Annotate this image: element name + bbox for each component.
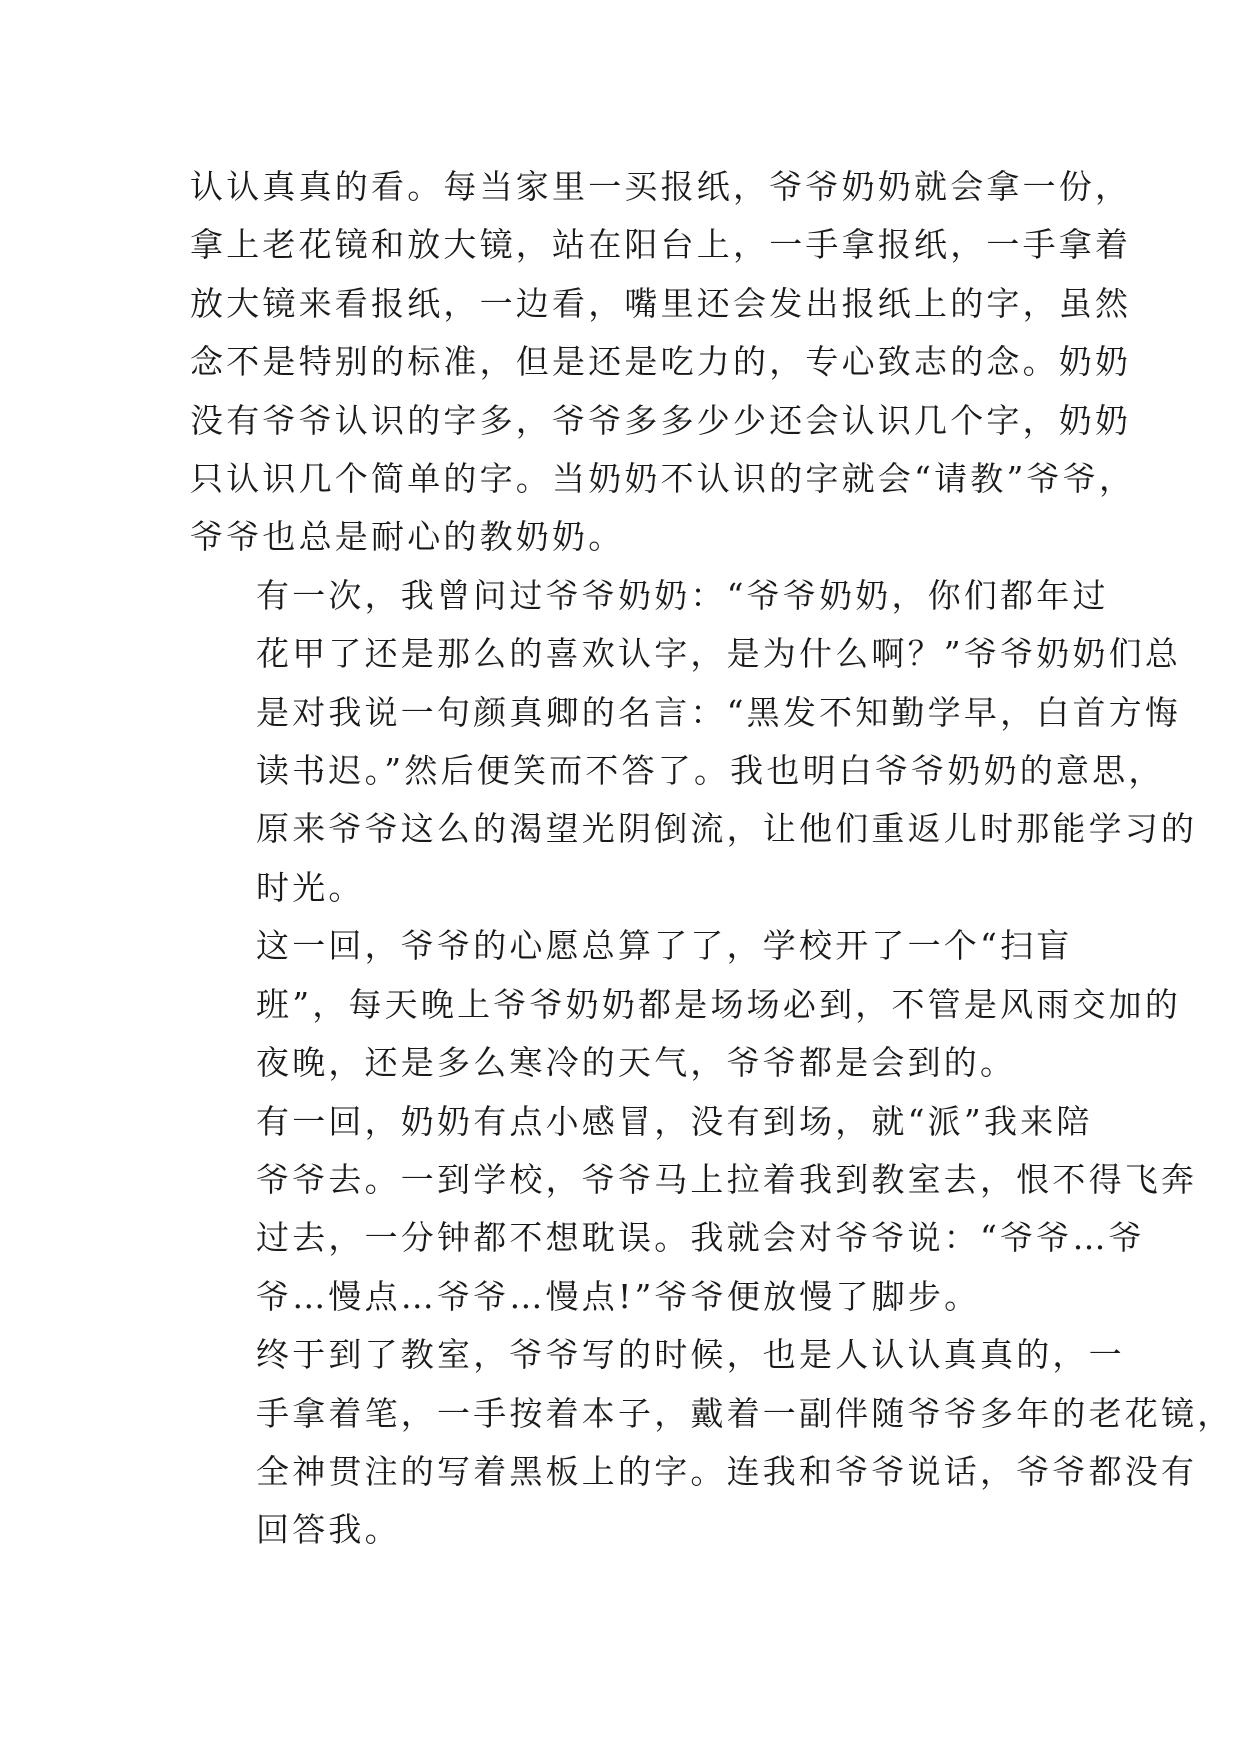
text-line: 只认识几个简单的字。当奶奶不认识的字就会“请教”爷爷， (190, 459, 1136, 499)
paragraph-3 (190, 917, 1182, 1092)
text-line: 原来爷爷这么的渴望光阴倒流，让他们重返儿时那能学习的 (256, 809, 1198, 849)
text-line: 念不是特别的标准，但是还是吃力的，专心致志的念。奶奶 (190, 342, 1132, 382)
text-line: 有一次，我曾问过爷爷奶奶：“爷爷奶奶，你们都年过 (256, 575, 1109, 615)
paragraph-4 (190, 1093, 1198, 1327)
text-line: 没有爷爷认识的字多，爷爷多多少少还会认识几个字，奶奶 (190, 400, 1132, 440)
text-line: 爷爷去。一到学校，爷爷马上拉着我到教室去，恨不得飞奔 (256, 1159, 1198, 1199)
text-line: 手拿着笔，一手按着本子，戴着一副伴随爷爷多年的老花镜， (256, 1393, 1234, 1433)
text-line: 班”，每天晚上爷爷奶奶都是场场必到，不管是风雨交加的 (256, 984, 1182, 1024)
text-line: 放大镜来看报纸，一边看，嘴里还会发出报纸上的字，虽然 (190, 283, 1132, 323)
paragraph-5 (190, 1326, 1234, 1560)
text-line: 这一回，爷爷的心愿总算了了，学校开了一个“扫盲 (256, 926, 1073, 966)
text-line: 花甲了还是那么的喜欢认字，是为什么啊？”爷爷奶奶们总 (256, 634, 1182, 674)
text-line: 认认真真的看。每当家里一买报纸，爷爷奶奶就会拿一份， (190, 167, 1132, 206)
text-line: 回答我。 (256, 1510, 401, 1550)
text-line: 爷…慢点…爷爷…慢点!”爷爷便放慢了脚步。 (256, 1276, 981, 1316)
text-line: 时光。 (256, 867, 365, 907)
text-line: 是对我说一句颜真卿的名言：“黑发不知勤学早，白首方悔 (256, 692, 1182, 732)
paragraph-2 (190, 567, 1198, 917)
text-line: 全神贯注的写着黑板上的字。连我和爷爷说话，爷爷都没有 (256, 1451, 1198, 1491)
text-line: 拿上老花镜和放大镜，站在阳台上，一手拿报纸，一手拿着 (190, 225, 1132, 265)
text-line: 有一回，奶奶有点小感冒，没有到场，就“派”我来陪 (256, 1101, 1093, 1141)
paragraph-1 (190, 158, 1136, 567)
text-line: 读书迟。”然后便笑而不答了。我也明白爷爷奶奶的意思， (256, 751, 1165, 791)
text-line: 夜晚，还是多么寒冷的天气，爷爷都是会到的。 (256, 1043, 1017, 1083)
document-body (190, 158, 1234, 1560)
text-line: 过去，一分钟都不想耽误。我就会对爷爷说：“爷爷…爷 (256, 1218, 1145, 1258)
text-line: 爷爷也总是耐心的教奶奶。 (190, 517, 625, 557)
text-line: 终于到了教室，爷爷写的时候，也是人认认真真的，一 (256, 1335, 1125, 1375)
